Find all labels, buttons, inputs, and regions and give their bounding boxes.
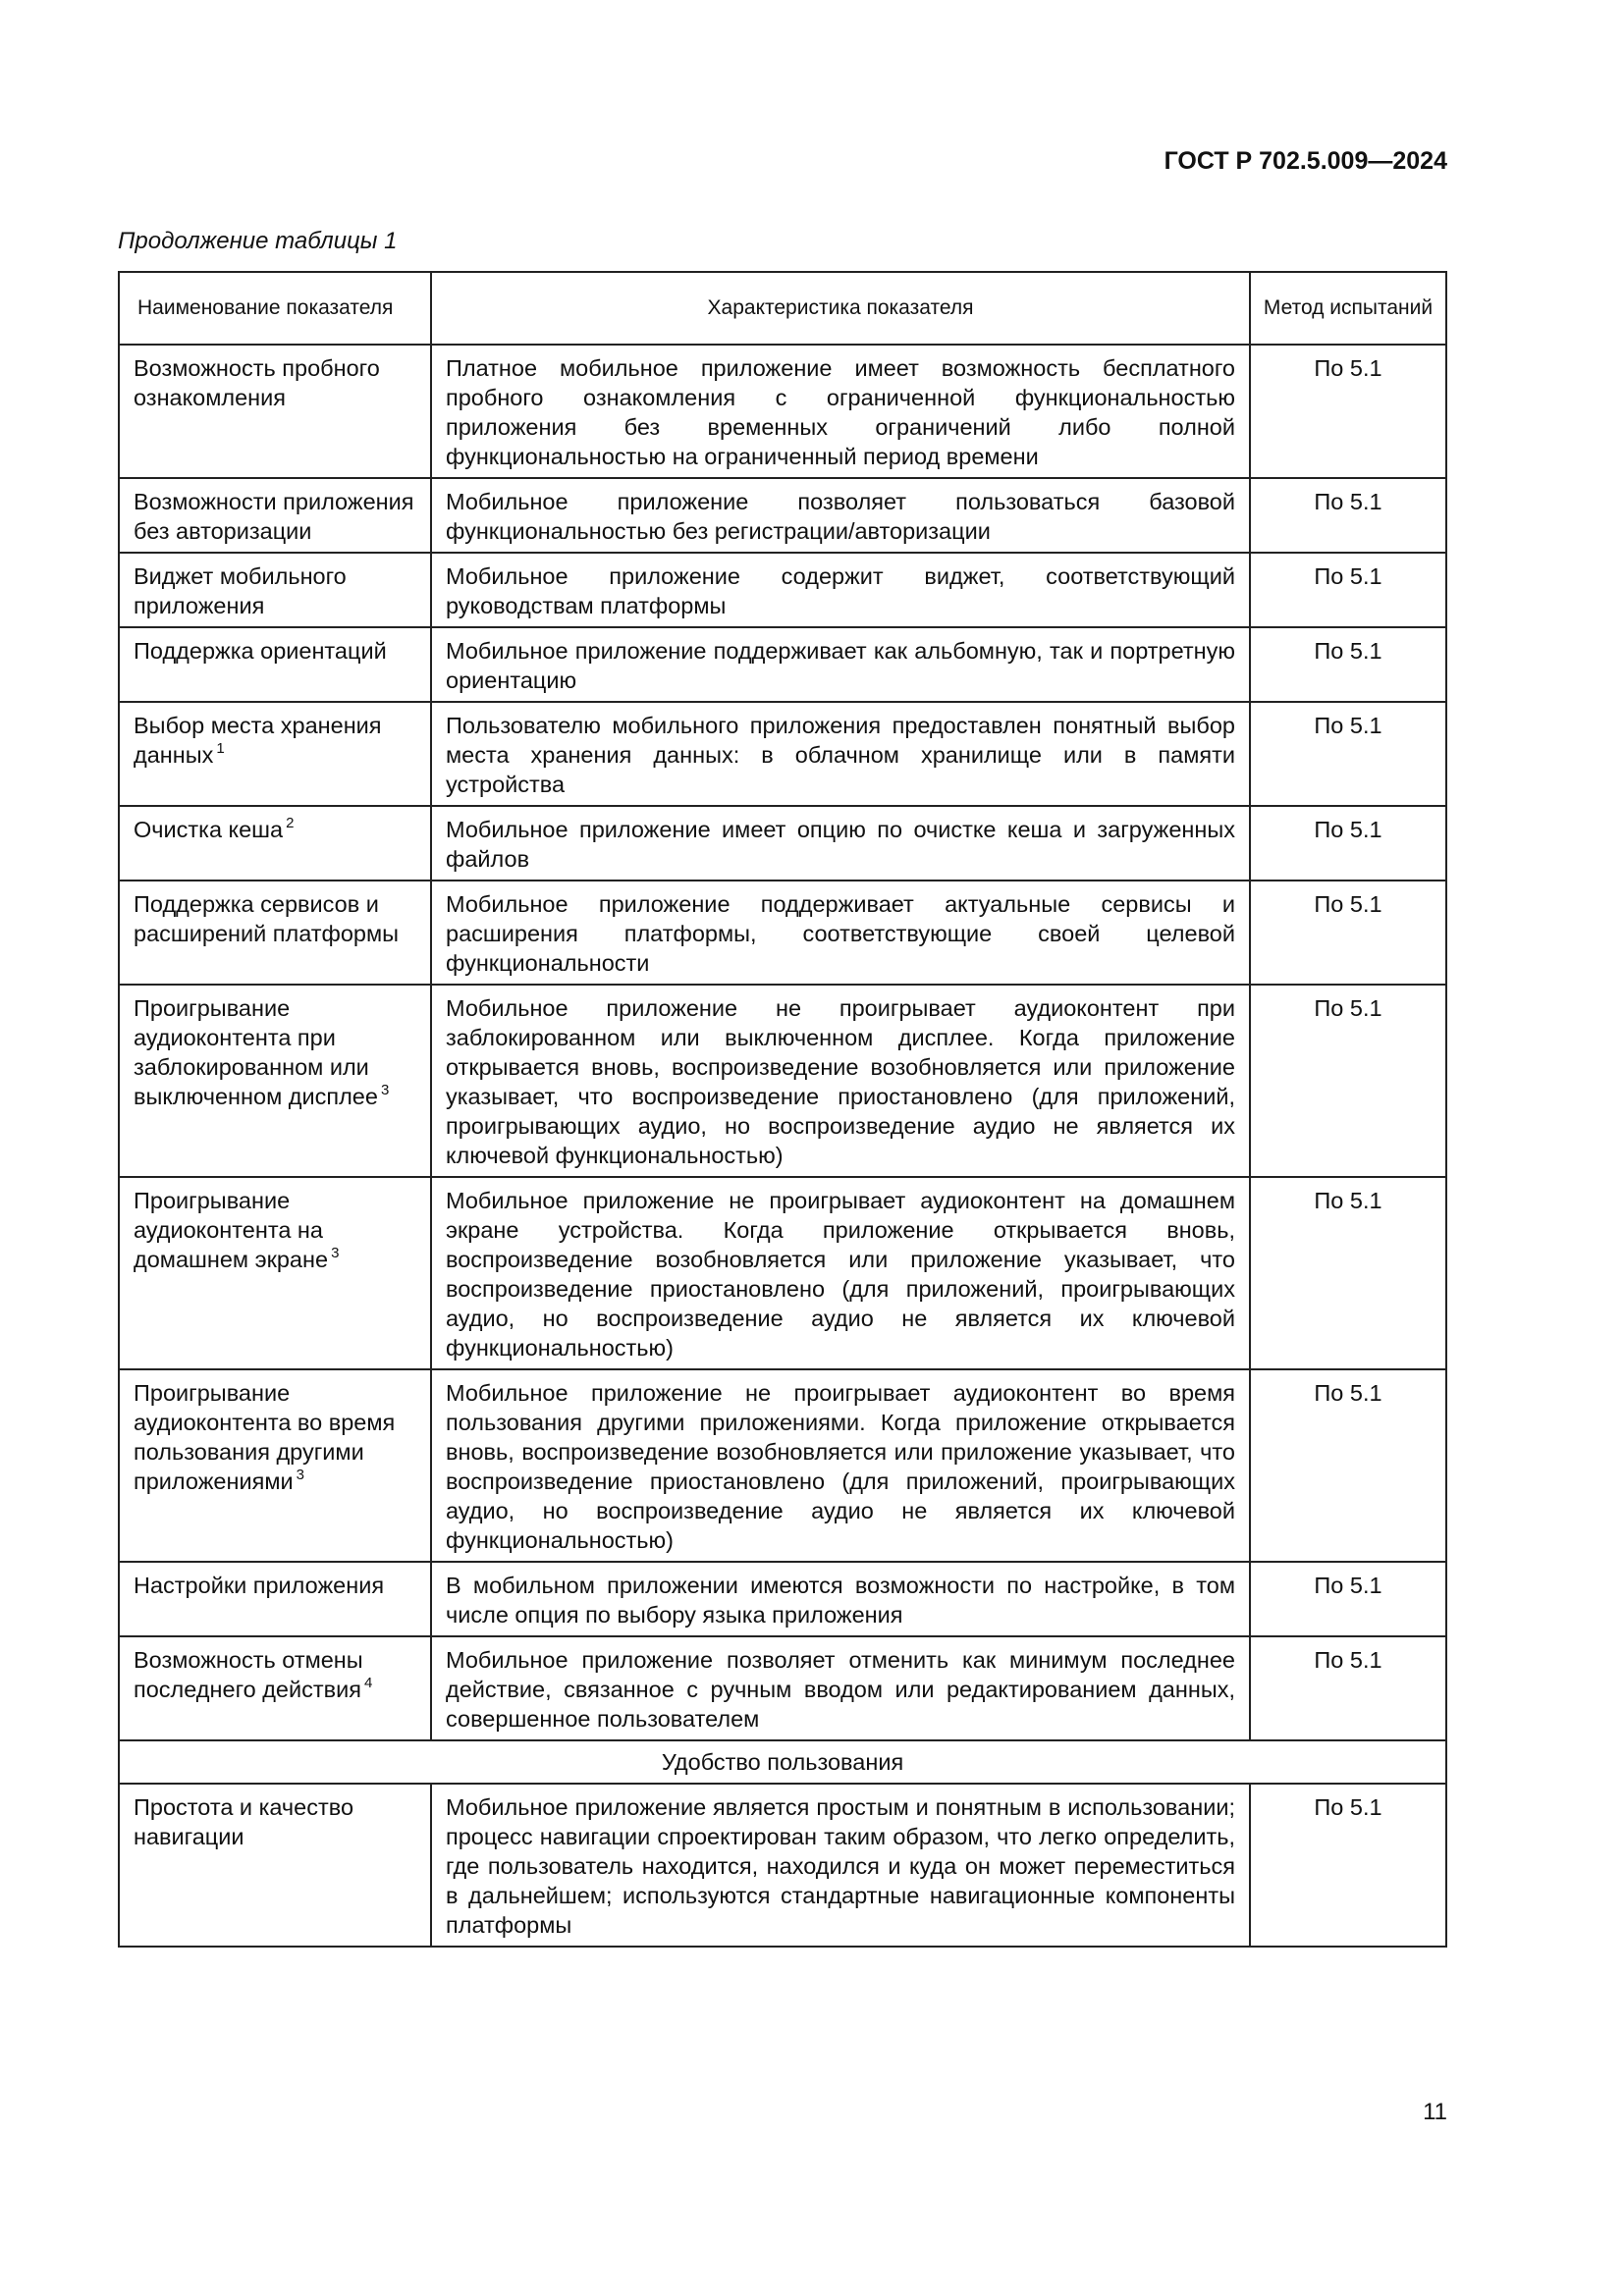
test-method: По 5.1: [1250, 553, 1446, 627]
indicator-description: Мобильное приложение не проигрывает аудиоконтент во время пользования другими приложениями. Когда приложение открывается вновь, воспроизведение возобновляется или приложение указывает, что воспроизведение приостановлено (для приложений, проигрывающих аудио, но воспроизведение аудио не является их ключевой функциональностью): [431, 1369, 1250, 1562]
indicator-description: Мобильное приложение поддерживает как альбомную, так и портретную ориентацию: [431, 627, 1250, 702]
indicator-name: [119, 702, 431, 806]
header-method: Метод испытаний: [1250, 272, 1446, 345]
table-caption: Продолжение таблицы 1: [118, 228, 398, 254]
standard-code: ГОСТ Р 702.5.009—2024: [1164, 147, 1447, 175]
test-method: По 5.1: [1250, 627, 1446, 702]
test-method: По 5.1: [1250, 702, 1446, 806]
test-method: По 5.1: [1250, 1177, 1446, 1369]
table-row: [119, 1636, 1446, 1740]
indicator-name-text: Поддержка ориентаций: [134, 638, 387, 664]
indicator-description: Мобильное приложение не проигрывает аудиоконтент на домашнем экране устройства. Когда приложение открывается вновь, воспроизведение возобновляется или приложение указывает, что воспроизведение приостановлено (для приложений, проигрывающих аудио, но воспроизведение аудио не является их ключевой функциональностью): [431, 1177, 1250, 1369]
indicator-name-text: Поддержка сервисов и расширений платформы: [134, 891, 400, 946]
table-row: [119, 985, 1446, 1177]
test-method: По 5.1: [1250, 806, 1446, 881]
section-row: [119, 1740, 1446, 1784]
test-method: По 5.1: [1250, 1369, 1446, 1562]
header-description: Характеристика показателя: [431, 272, 1250, 345]
test-method: По 5.1: [1250, 1784, 1446, 1947]
indicators-table: [118, 271, 1447, 1948]
indicator-name-text: Проигрывание аудиоконтента на домашнем экране: [134, 1188, 329, 1272]
table-row: [119, 627, 1446, 702]
footnote-ref: 3: [380, 1082, 390, 1098]
footnote-ref: 3: [331, 1245, 340, 1261]
footnote-ref: 4: [363, 1675, 373, 1691]
table-header-row: [119, 272, 1446, 345]
section-title: Удобство пользования: [119, 1740, 1446, 1784]
table-row: [119, 702, 1446, 806]
indicator-name: [119, 881, 431, 985]
indicator-name: [119, 553, 431, 627]
indicator-name-text: Проигрывание аудиоконтента при заблокированном или выключенном дисплее: [134, 995, 378, 1109]
table-row: [119, 806, 1446, 881]
indicator-description: Мобильное приложение имеет опцию по очистке кеша и загруженных файлов: [431, 806, 1250, 881]
test-method: По 5.1: [1250, 985, 1446, 1177]
indicator-name-text: Возможность отмены последнего действия: [134, 1647, 363, 1702]
table-row: [119, 1369, 1446, 1562]
indicator-description: Мобильное приложение является простым и понятным в использовании; процесс навигации спроектирован таким образом, что легко определить, где пользователь находится, находился и куда он может переместиться в дальнейшем; используются стандартные навигационные компоненты платформы: [431, 1784, 1250, 1947]
indicator-name-text: Простота и качество навигации: [134, 1794, 354, 1849]
indicator-name-text: Выбор места хранения данных: [134, 713, 382, 768]
indicator-description: В мобильном приложении имеются возможности по настройке, в том числе опция по выбору языка приложения: [431, 1562, 1250, 1636]
indicator-description: Мобильное приложение содержит виджет, соответствующий руководствам платформы: [431, 553, 1250, 627]
table-row: [119, 1784, 1446, 1947]
header-name: Наименование показателя: [119, 272, 431, 345]
table-row: [119, 478, 1446, 553]
indicator-name-text: Настройки приложения: [134, 1573, 385, 1598]
indicator-description: Платное мобильное приложение имеет возможность бесплатного пробного ознакомления с ограниченной функциональностью приложения без временных ограничений либо полной функциональностью на ограниченный период времени: [431, 345, 1250, 478]
table-row: [119, 1562, 1446, 1636]
indicator-name: [119, 478, 431, 553]
footnote-ref: 3: [296, 1467, 304, 1483]
test-method: По 5.1: [1250, 1562, 1446, 1636]
indicator-name: [119, 1369, 431, 1562]
table-row: [119, 345, 1446, 478]
indicator-description: Мобильное приложение позволяет пользоваться базовой функциональностью без регистрации/авторизации: [431, 478, 1250, 553]
test-method: По 5.1: [1250, 478, 1446, 553]
indicator-name: [119, 627, 431, 702]
indicator-name-text: Очистка кеша: [134, 817, 284, 842]
footnote-ref: 1: [216, 740, 225, 757]
table-row: [119, 553, 1446, 627]
indicator-name: [119, 1177, 431, 1369]
indicator-description: Мобильное приложение не проигрывает аудиоконтент при заблокированном или выключенном дисплее. Когда приложение открывается вновь, воспроизведение возобновляется или приложение указывает, что воспроизведение приостановлено (для приложений, проигрывающих аудио, но воспроизведение аудио не является их ключевой функциональностью): [431, 985, 1250, 1177]
page-number: 11: [1423, 2099, 1447, 2125]
indicator-name: [119, 345, 431, 478]
indicator-description: Пользователю мобильного приложения предоставлен понятный выбор места хранения данных: в облачном хранилище или в памяти устройства: [431, 702, 1250, 806]
indicator-name-text: Возможность пробного ознакомления: [134, 355, 380, 410]
table-row: [119, 1177, 1446, 1369]
indicator-name: [119, 1562, 431, 1636]
test-method: По 5.1: [1250, 345, 1446, 478]
indicator-name-text: Проигрывание аудиоконтента во время пользования другими приложениями: [134, 1380, 396, 1494]
table-body: [119, 345, 1446, 1947]
indicator-name-text: Виджет мобильного приложения: [134, 563, 347, 618]
test-method: По 5.1: [1250, 1636, 1446, 1740]
footnote-ref: 2: [286, 815, 295, 831]
indicator-name: [119, 1784, 431, 1947]
indicator-name: [119, 1636, 431, 1740]
indicator-name-text: Возможности приложения без авторизации: [134, 489, 414, 544]
indicator-description: Мобильное приложение поддерживает актуальные сервисы и расширения платформы, соответствующие своей целевой функциональности: [431, 881, 1250, 985]
indicator-name: [119, 985, 431, 1177]
indicator-description: Мобильное приложение позволяет отменить как минимум последнее действие, связанное с ручным вводом или редактированием данных, совершенное пользователем: [431, 1636, 1250, 1740]
test-method: По 5.1: [1250, 881, 1446, 985]
table-row: [119, 881, 1446, 985]
indicator-name: [119, 806, 431, 881]
